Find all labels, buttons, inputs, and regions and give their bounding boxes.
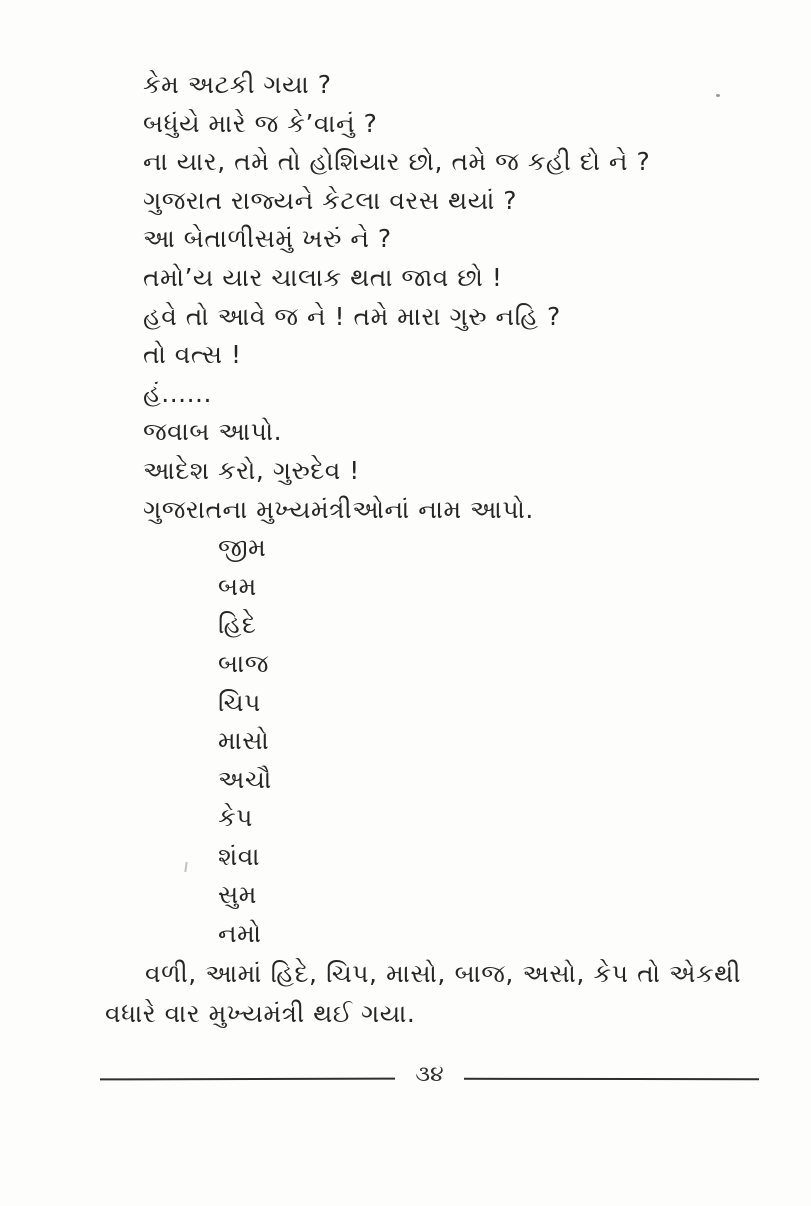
list-item: નમો (218, 919, 262, 949)
list-item: ચિપ (218, 687, 261, 717)
list-item: માસો (218, 726, 270, 756)
dialogue-line: આ બેતાળીસમું ખરું ને ? (143, 224, 392, 254)
closing-paragraph: વળી, આમાં હિદે, ચિપ, માસો, બાજ, અસો, કેપ તો એકથી વધારે વાર મુખ્યમંત્રી થઈ ગયા. (105, 958, 741, 1028)
chief-minister-name-list (105, 529, 741, 954)
dialogue-line: હવે તો આવે જ ને ! તમે મારા ગુરુ નહિ ? (143, 301, 561, 331)
page-text-block (105, 66, 741, 1034)
list-item: બાજ (218, 648, 269, 678)
dialogue-line: ગુજરાત રાજ્યને કેટલા વરસ થયાં ? (143, 185, 518, 215)
list-item: કેપ (218, 803, 253, 833)
dialogue-line: હં...... (143, 378, 212, 408)
dialogue-line: તમો’ય યાર ચાલાક થતા જાવ છો ! (143, 262, 503, 292)
dialogue-line: બધુંયે મારે જ કે’વાનું ? (143, 108, 378, 138)
dialogue-line: જવાબ આપો. (143, 417, 283, 447)
list-item: બમ (218, 571, 257, 601)
list-item: હિદે (218, 610, 257, 640)
dialogue-line: કેમ અટકી ગયા ? (143, 70, 332, 99)
list-item: સુમ (218, 880, 257, 910)
list-item: શંવા (218, 841, 260, 871)
footer-rule-right (464, 1078, 759, 1081)
list-item: જીમ (218, 533, 267, 563)
dialogue-line: આદેશ કરો, ગુરુદેવ ! (143, 455, 360, 485)
dialogue-line: તો વત્સ ! (143, 340, 242, 370)
list-item: અચૌ (218, 764, 272, 794)
dialogue-line: ગુજરાતના મુખ્યમંત્રીઓનાં નામ આપો. (143, 494, 534, 524)
scan-artifact-dot (716, 94, 720, 97)
page-number: ૩૪ (415, 1062, 444, 1087)
footer-rule-left (100, 1078, 395, 1081)
page-footer (100, 1062, 759, 1090)
dialogue-line: ના યાર, તમે તો હોશિયાર છો, તમે જ કહી દો ને ? (143, 147, 651, 177)
